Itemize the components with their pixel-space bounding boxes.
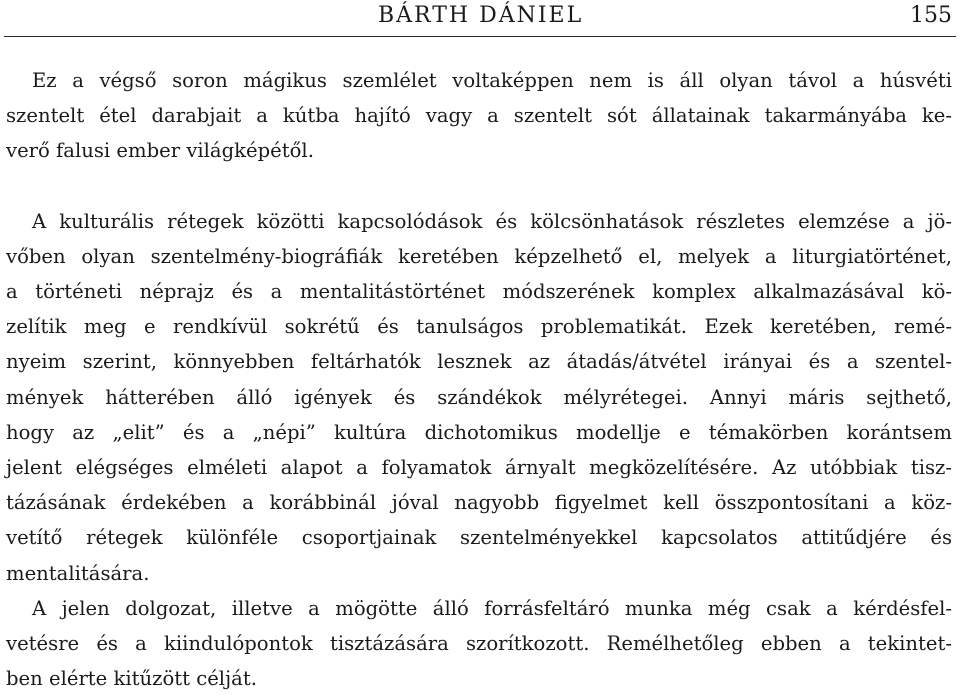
text-line: vőben olyan szentelmény-biográfiák keretében képzelhető el, melyek a liturgiatörténet, (6, 244, 952, 268)
text-line: vetésre és a kiindulópontok tisztázására szorítkozott. Remélhetőleg ebben a tekintet- (6, 632, 952, 656)
running-header (4, 0, 956, 37)
text-line: verő falusi ember világképétől. (6, 139, 314, 163)
text-line: A jelen dolgozat, illetve a mögötte álló forrásfeltáró munka még csak a kérdésfel- (32, 596, 952, 620)
body-text (6, 63, 952, 696)
running-head-author: BÁRTH DÁNIEL (378, 3, 584, 28)
text-line: szentelt étel darabjait a kútba hajító vagy a szentelt sót állatainak takarmányába ke- (6, 104, 952, 128)
text-line: mények hátterében álló igények és szándékok mélyrétegei. Annyi máris sejthető, (6, 385, 952, 409)
paragraph-1 (6, 63, 952, 169)
text-line: Ez a végső soron mágikus szemlélet voltaképpen nem is áll olyan távol a húsvéti (32, 69, 952, 92)
text-line: vetítő rétegek különféle csoportjainak szentelményekkel kapcsolatos attitűdjére és (6, 526, 952, 550)
text-line: zelítik meg e rendkívül sokrétű és tanulságos problematikát. Ezek keretében, remé- (6, 315, 952, 339)
page-number: 155 (910, 3, 952, 28)
paragraph-2 (6, 204, 952, 591)
text-line: jelent elégséges elméleti alapot a folyamatok árnyalt megközelítésére. Az utóbbiak tisz- (6, 456, 952, 480)
text-line: ben elérte kitűzött célját. (6, 667, 257, 691)
text-line: mentalitására. (6, 561, 150, 585)
text-line: tázásának érdekében a korábbinál jóval nagyobb figyelmet kell összpontosítani a köz- (6, 491, 952, 515)
text-line: a történeti néprajz és a mentalitástörténet módszerének komplex alkalmazásával kö- (6, 280, 952, 304)
text-line: nyeim szerint, könnyebben feltárhatók lesznek az átadás/átvétel irányai és a szentel- (6, 350, 952, 374)
text-line: A kulturális rétegek közötti kapcsolódások és kölcsönhatások részletes elemzése a jö- (32, 209, 952, 233)
text-line: hogy az „elit” és a „népi” kultúra dichotomikus modellje e témakörben korántsem (6, 420, 952, 444)
paragraph-3 (6, 591, 952, 696)
